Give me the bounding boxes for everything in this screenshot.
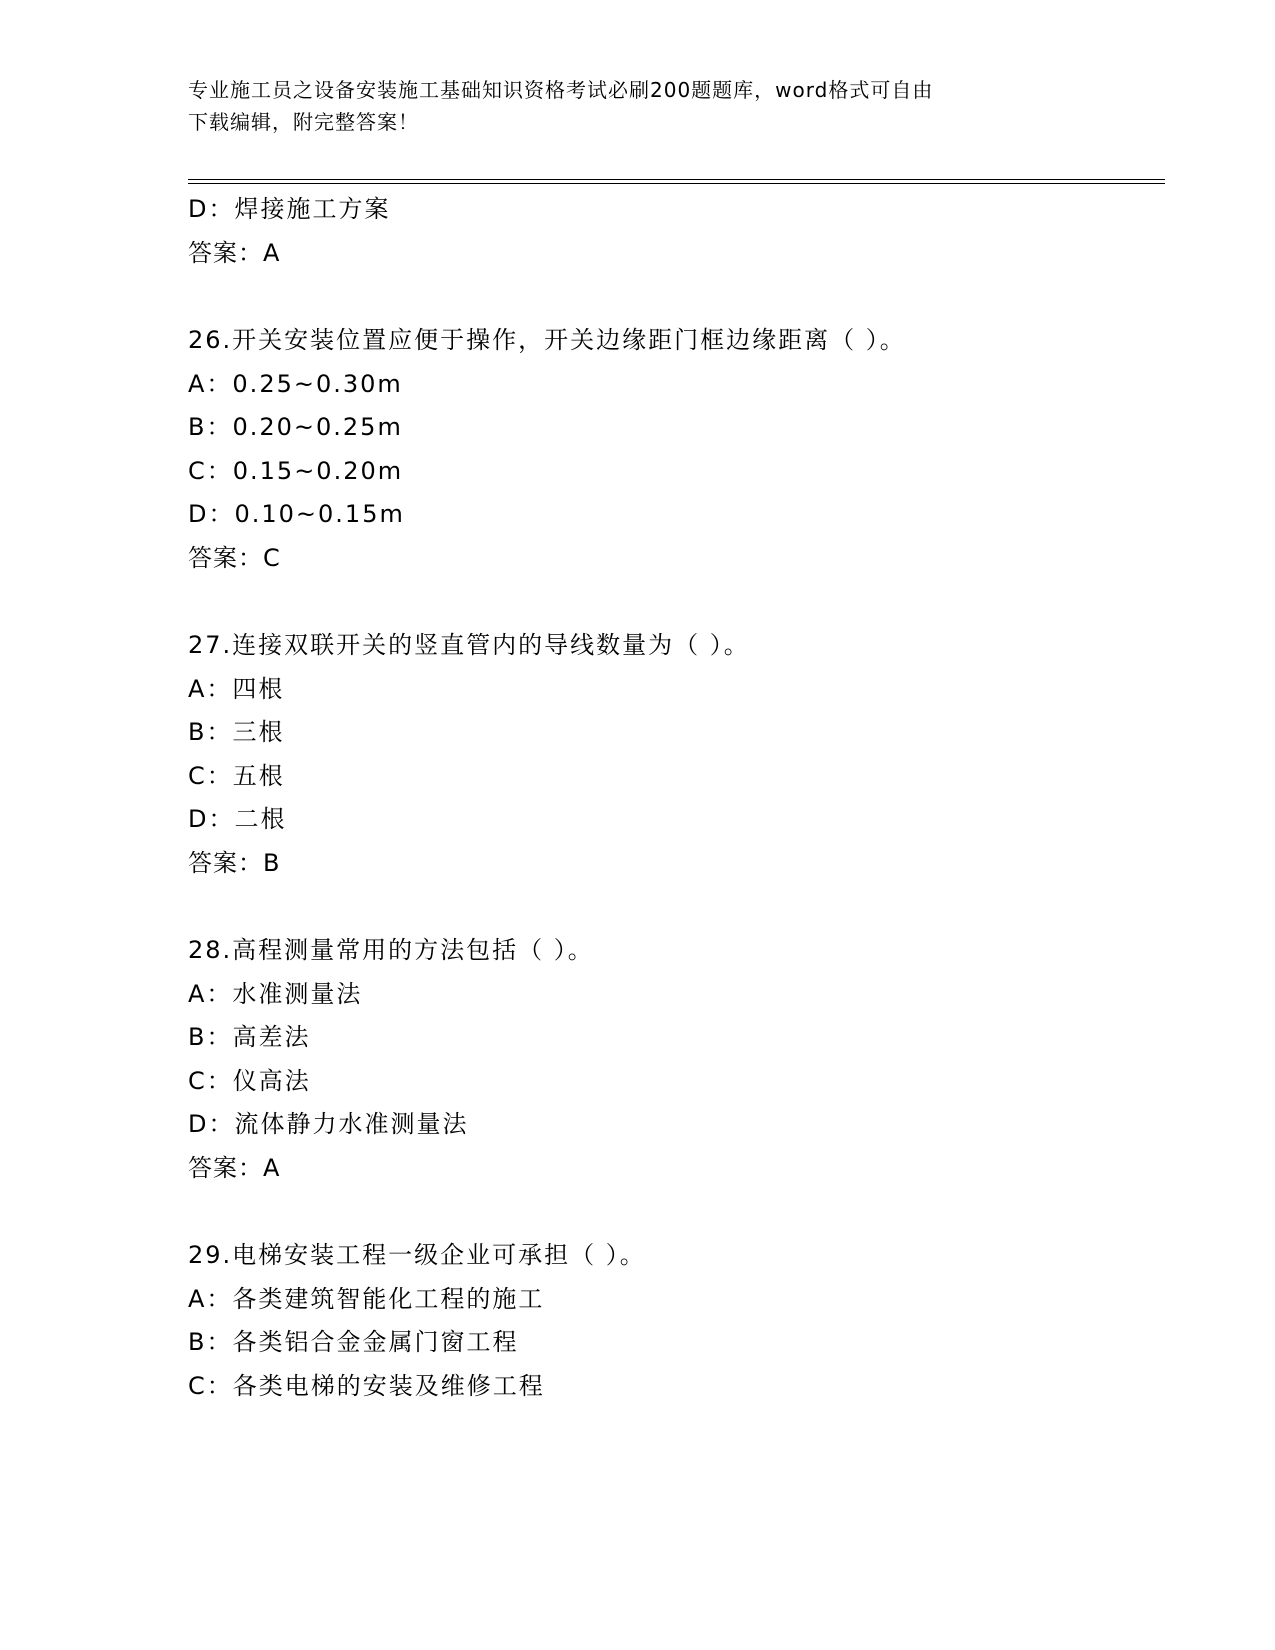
header-line-1: 专业施工员之设备安装施工基础知识资格考试必刷200题题库，word格式可自由	[188, 78, 934, 102]
question-28-option-b: B：高差法	[188, 1023, 311, 1051]
question-29-option-c: C：各类电梯的安装及维修工程	[188, 1372, 545, 1400]
question-27-stem: 27.连接双联开关的竖直管内的导线数量为（ ）。	[188, 631, 750, 659]
question-26-option-c: C：0.15~0.20m	[188, 457, 404, 485]
question-29-option-a: A：各类建筑智能化工程的施工	[188, 1285, 545, 1313]
header-divider-bottom	[188, 183, 1165, 184]
question-26-answer: 答案：C	[188, 544, 281, 572]
question-28-option-a: A：水准测量法	[188, 980, 363, 1008]
question-27-answer: 答案：B	[188, 849, 281, 877]
question-29-option-b: B：各类铝合金金属门窗工程	[188, 1328, 519, 1356]
question-28-stem: 28.高程测量常用的方法包括（ ）。	[188, 936, 594, 964]
question-28-answer: 答案：A	[188, 1154, 281, 1182]
question-26-option-a: A：0.25~0.30m	[188, 370, 403, 398]
question-26-stem: 26.开关安装位置应便于操作，开关边缘距门框边缘距离（ ）。	[188, 326, 906, 354]
header-line-2: 下载编辑，附完整答案！	[188, 110, 419, 134]
header-divider-top	[188, 179, 1165, 180]
question-28-option-d: D：流体静力水准测量法	[188, 1110, 469, 1138]
question-26-option-b: B：0.20~0.25m	[188, 413, 403, 441]
question-27-option-b: B：三根	[188, 718, 285, 746]
question-26-option-d: D：0.10~0.15m	[188, 500, 405, 528]
document-header	[188, 74, 1088, 138]
question-27-option-c: C：五根	[188, 762, 285, 790]
question-27-option-d: D：二根	[188, 805, 287, 833]
prev-option-d: D：焊接施工方案	[188, 195, 391, 223]
question-29-stem: 29.电梯安装工程一级企业可承担（ ）。	[188, 1241, 646, 1269]
question-27-option-a: A：四根	[188, 675, 285, 703]
question-28-option-c: C：仪高法	[188, 1067, 311, 1095]
prev-answer: 答案：A	[188, 239, 281, 267]
